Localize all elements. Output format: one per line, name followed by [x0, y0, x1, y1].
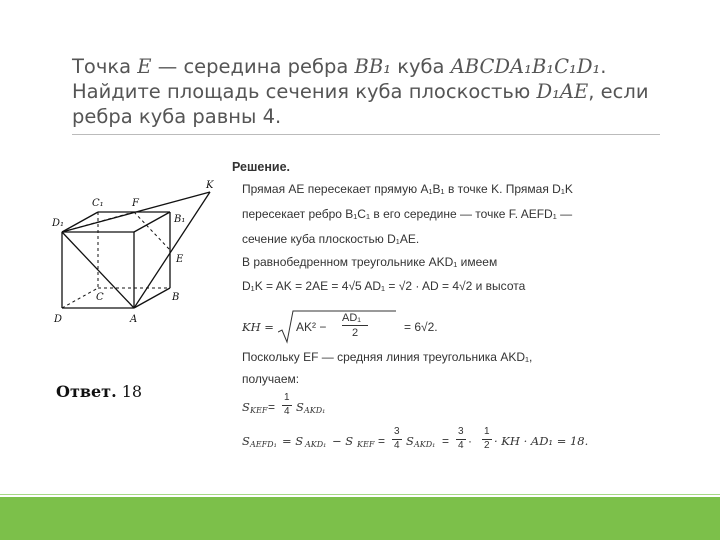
label-b1: B₁ [174, 214, 186, 225]
solution-line-3: сечение куба плоскостью D₁AE. [242, 232, 420, 246]
solution-line-4: В равнобедренном треугольнике AKD₁ имеем [242, 255, 498, 269]
solution-line-7: Поскольку EF — средняя линия треугольника AKD₁, [242, 350, 533, 364]
solution-line-2: пересекает ребро B₁C₁ в его середине — точке F. AEFD₁ — [242, 207, 573, 221]
label-b: B [172, 292, 180, 303]
solution-line-5: D₁K = AK = 2AE = 4√5 AD₁ = √2 · AD = 4√2 и высота [242, 279, 526, 293]
problem-line-3: ребра куба равны 4. [72, 105, 282, 128]
cube-figure [50, 170, 230, 330]
label-d1: D₁ [52, 218, 65, 229]
solution-heading: Решение. [232, 160, 291, 174]
problem-line-2: Найдите площадь сечения куба плоскостью D₁AE, если [72, 80, 649, 103]
footer-bar [0, 497, 720, 540]
answer-value: 18 [121, 382, 143, 401]
label-a: A [130, 314, 138, 325]
solution-line-1: Прямая AE пересекает прямую A₁B₁ в точке K. Прямая D₁K [242, 182, 573, 196]
label-c1: C₁ [92, 198, 104, 209]
label-f: F [132, 198, 139, 209]
answer-label: Ответ. [56, 382, 117, 401]
problem-statement [72, 54, 662, 129]
label-k: K [206, 180, 214, 191]
title-divider [72, 134, 660, 135]
answer [56, 382, 142, 401]
solution-line-8: получаем: [242, 372, 300, 386]
label-d: D [54, 314, 63, 325]
label-c: C [96, 292, 104, 303]
footer-accent-line [0, 494, 720, 495]
problem-line-1: Точка E — середина ребра BB₁ куба ABCDA₁B₁C₁D₁. [72, 55, 607, 78]
label-e: E [176, 254, 184, 265]
